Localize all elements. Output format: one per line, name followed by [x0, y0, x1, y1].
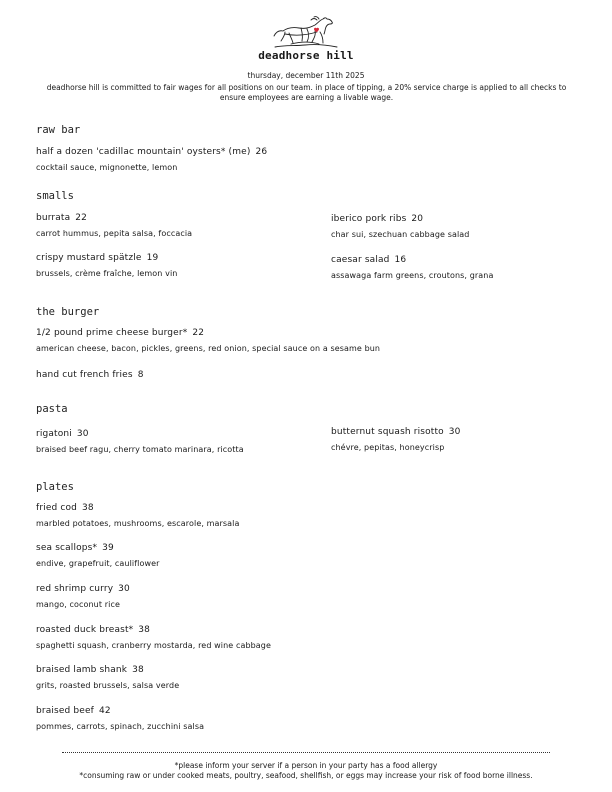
- allergy-note: *please inform your server if a person in your party has a food allergy: [174, 761, 438, 770]
- item-price: 30: [118, 584, 130, 594]
- item-name: braised beef: [36, 706, 94, 716]
- menu-date: thursday, december 11th 2025: [247, 71, 365, 80]
- item-description: carrot hummus, pepita salsa, foccacia: [36, 229, 193, 238]
- item-name: hand cut french fries: [36, 370, 133, 380]
- section-title-smalls: smalls: [36, 190, 74, 202]
- menu-item: [331, 254, 493, 281]
- item-price: 26: [255, 147, 268, 157]
- item-description: marbled potatoes, mushrooms, escarole, marsala: [36, 519, 240, 528]
- footer-divider: [62, 752, 550, 753]
- item-name: crispy mustard spätzle: [36, 253, 142, 263]
- restaurant-name: deadhorse hill: [258, 49, 354, 62]
- menu-item: [331, 213, 469, 240]
- item-price: 38: [132, 665, 144, 675]
- section-title-plates: plates: [36, 481, 74, 493]
- item-name: sea scallops*: [36, 543, 98, 553]
- item-price: 22: [192, 328, 205, 338]
- menu-item: [36, 428, 244, 455]
- item-description: grits, roasted brussels, salsa verde: [36, 681, 180, 690]
- item-price: 8: [137, 370, 144, 380]
- menu-item: [36, 705, 204, 732]
- item-description: endive, grapefruit, cauliflower: [36, 559, 160, 568]
- item-price: 20: [411, 214, 424, 224]
- item-description: cocktail sauce, mignonette, lemon: [36, 163, 178, 172]
- item-name: rigatoni: [36, 429, 72, 439]
- item-description: char sui, szechuan cabbage salad: [331, 230, 470, 239]
- menu-item: [36, 502, 240, 529]
- menu-item: [36, 583, 130, 610]
- item-description: braised beef ragu, cherry tomato marinara, ricotta: [36, 445, 244, 454]
- item-name: caesar salad: [331, 255, 390, 265]
- raw-food-warning: *consuming raw or under cooked meats, poultry, seafood, shellfish, or eggs may increase your risk of food borne illness.: [79, 771, 533, 780]
- item-price: 22: [75, 213, 88, 223]
- item-name: fried cod: [36, 503, 77, 513]
- item-description: american cheese, bacon, pickles, greens, red onion, special sauce on a sesame bun: [36, 344, 381, 353]
- item-description: chévre, pepitas, honeycrisp: [331, 443, 445, 452]
- section-title-pasta: pasta: [36, 403, 68, 415]
- item-price: 19: [146, 253, 159, 263]
- item-description: mango, coconut rice: [36, 600, 120, 609]
- item-name: roasted duck breast*: [36, 625, 134, 635]
- item-description: pommes, carrots, spinach, zucchini salsa: [36, 722, 205, 731]
- menu-item: [36, 212, 192, 239]
- item-price: 30: [76, 429, 89, 439]
- item-name: iberico pork ribs: [331, 214, 407, 224]
- item-price: 30: [448, 427, 461, 437]
- section-title-raw-bar: raw bar: [36, 124, 81, 136]
- wage-notice: deadhorse hill is committed to fair wages for all positions on our team. in place of tipping, a 20% service charge is applied to all checks to ensure employees are earning a livable wage.: [46, 83, 567, 102]
- menu-item: [36, 146, 267, 173]
- item-price: 16: [394, 255, 407, 265]
- menu-item: [36, 327, 380, 354]
- horse-logo-icon: [271, 14, 343, 50]
- menu-item: [36, 369, 144, 381]
- item-name: red shrimp curry: [36, 584, 114, 594]
- item-description: spaghetti squash, cranberry mostarda, red wine cabbage: [36, 641, 272, 650]
- menu-item: [36, 664, 179, 691]
- menu-item: [331, 426, 461, 453]
- item-name: 1/2 pound prime cheese burger*: [36, 328, 188, 338]
- item-name: butternut squash risotto: [331, 427, 444, 437]
- item-price: 39: [102, 543, 114, 553]
- item-description: assawaga farm greens, croutons, grana: [331, 271, 494, 280]
- item-name: burrata: [36, 213, 71, 223]
- item-price: 38: [82, 503, 94, 513]
- item-name: half a dozen 'cadillac mountain' oysters* (me): [36, 147, 251, 157]
- menu-item: [36, 252, 177, 279]
- item-price: 38: [138, 625, 151, 635]
- menu-item: [36, 542, 160, 569]
- menu-item: [36, 624, 271, 651]
- section-title-burger: the burger: [36, 306, 100, 318]
- item-description: brussels, crème fraîche, lemon vin: [36, 269, 178, 278]
- item-price: 42: [98, 706, 111, 716]
- item-name: braised lamb shank: [36, 665, 128, 675]
